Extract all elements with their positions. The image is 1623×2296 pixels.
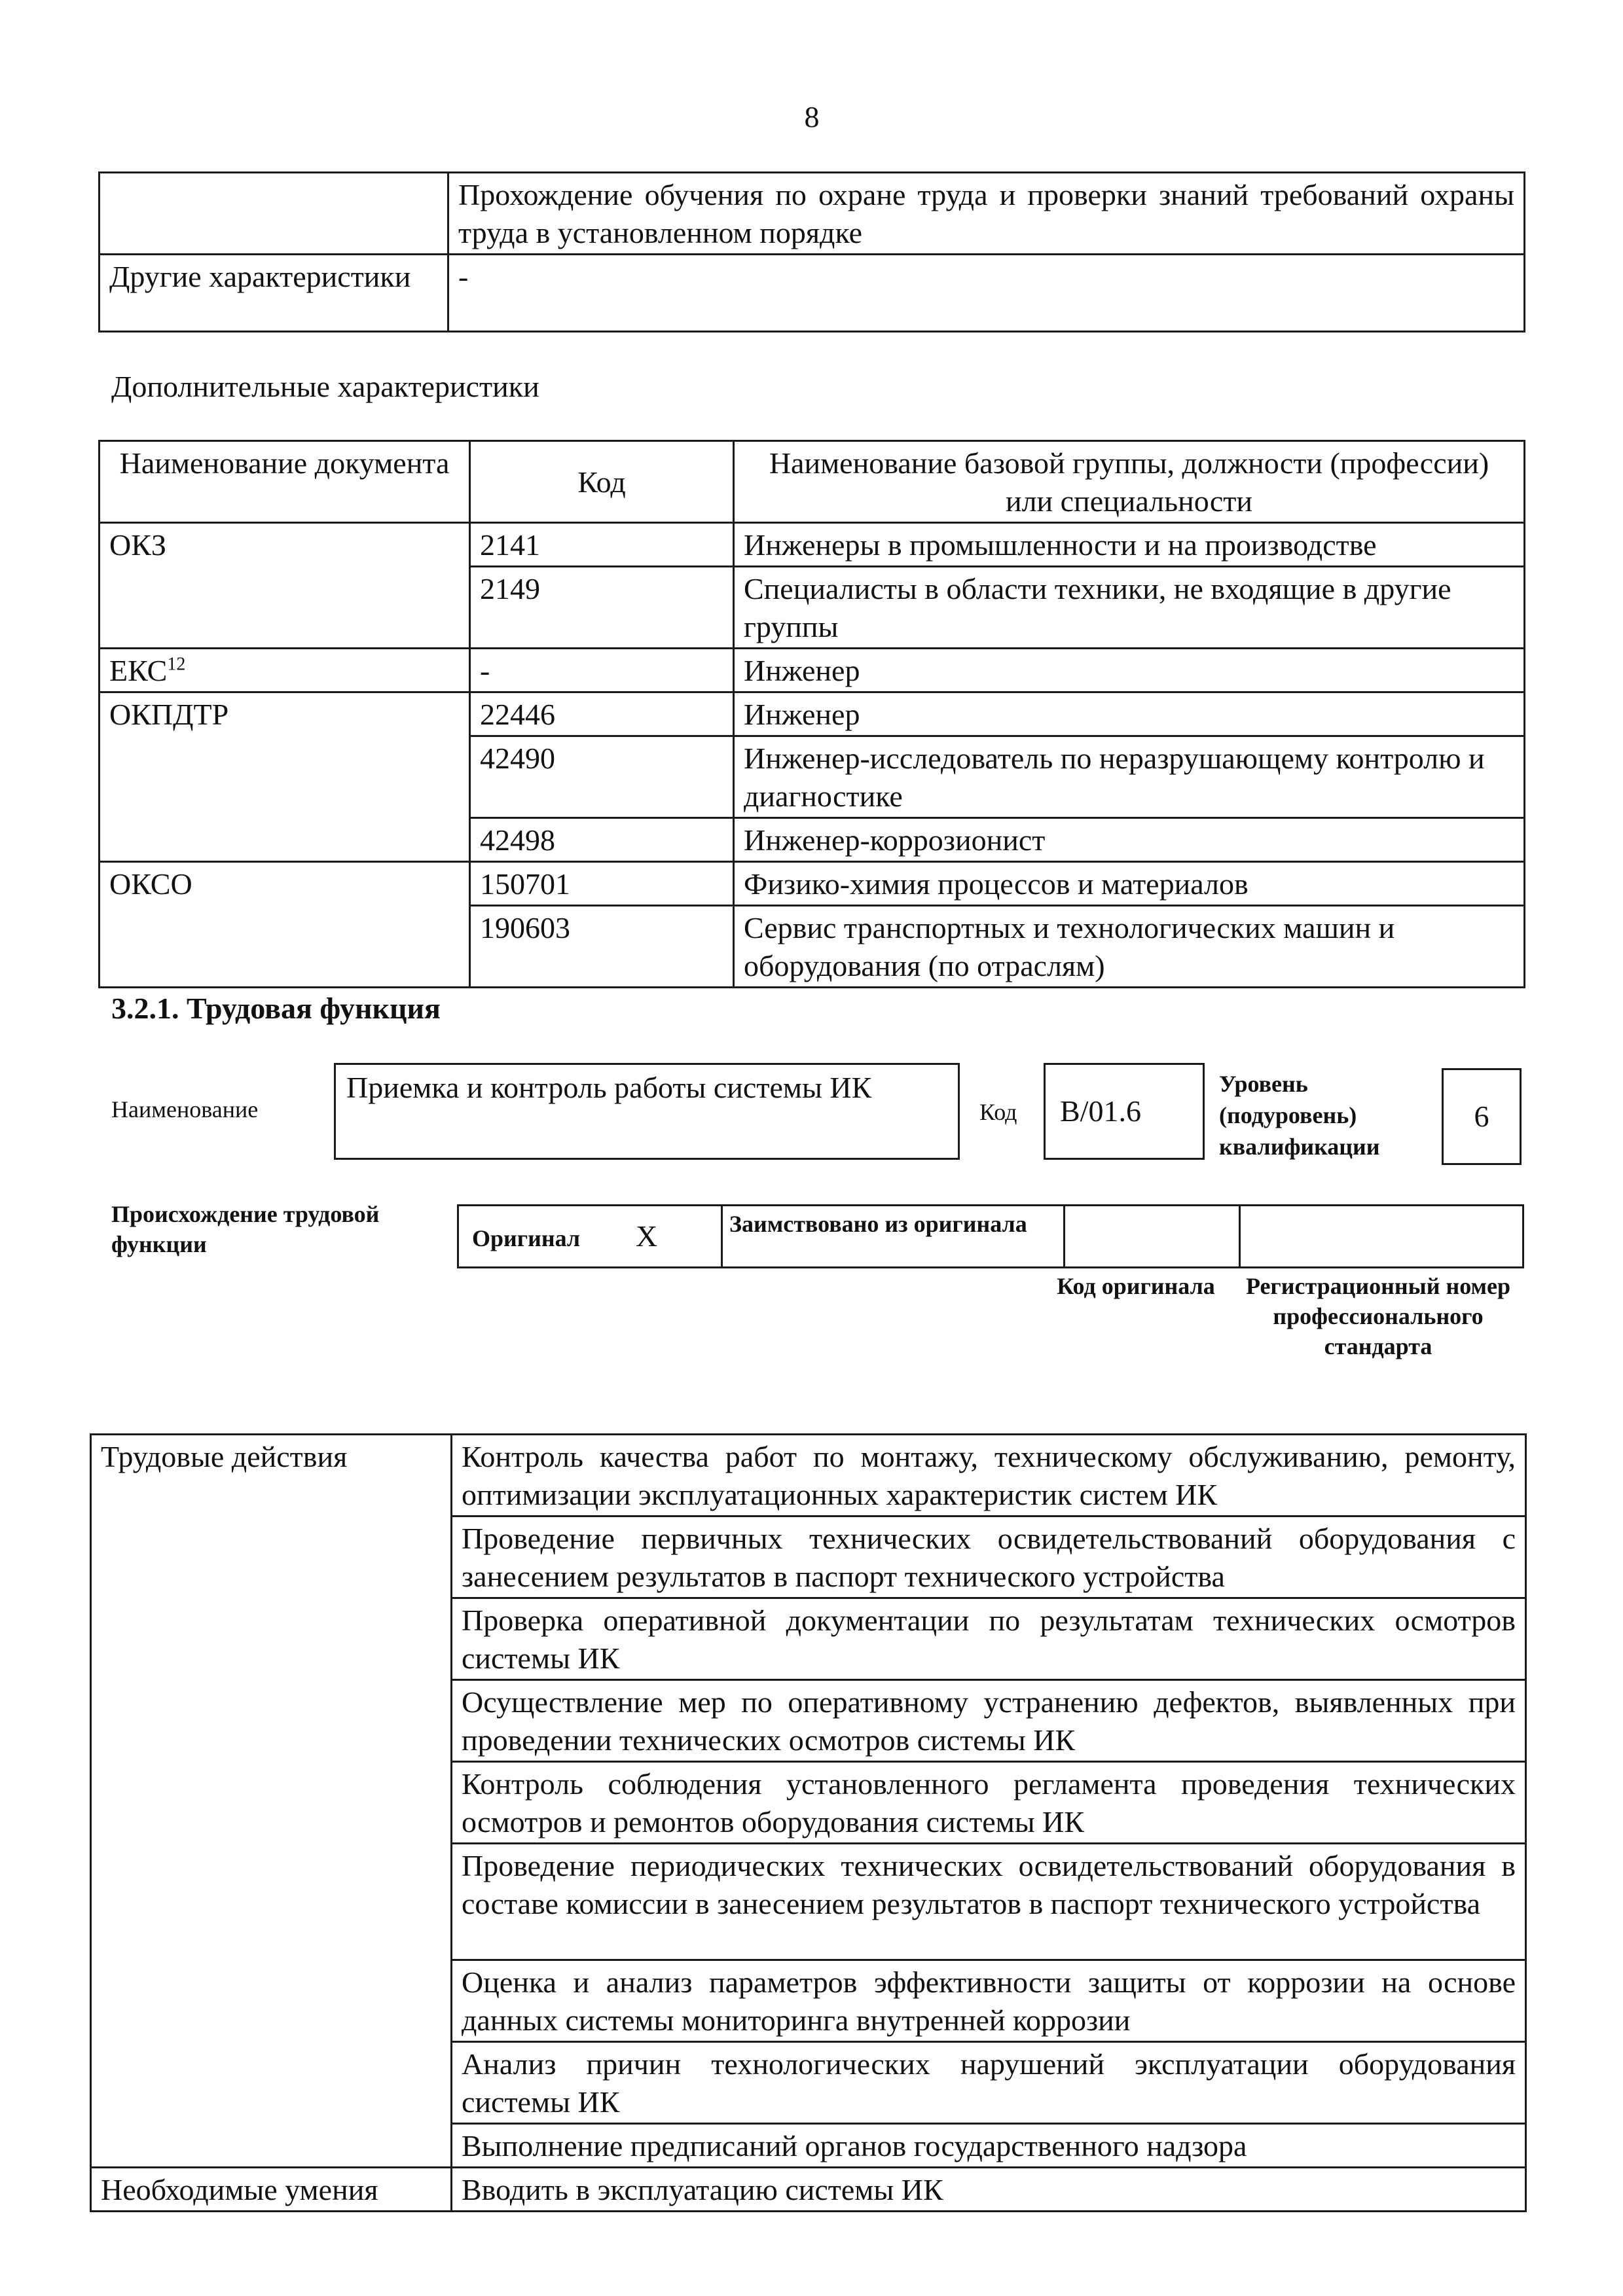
list-item: Осуществление мер по оперативному устранению дефектов, выявленных при проведении технических осмотров системы ИК <box>452 1680 1526 1762</box>
table-row-name: Инженер <box>734 649 1525 692</box>
original-code-cell <box>1065 1206 1240 1268</box>
additional-characteristics-title: Дополнительные характеристики <box>111 370 539 403</box>
header-group-name: Наименование базовой группы, должности (профессии) или специальности <box>734 441 1525 523</box>
table-row-name: Специалисты в области техники, не входящие в другие группы <box>734 567 1525 649</box>
origin-table <box>457 1204 1524 1268</box>
table-row-name: Инженеры в промышленности и на производстве <box>734 523 1525 567</box>
required-skills-label: Необходимые умения <box>91 2168 452 2212</box>
code-label: Код <box>979 1099 1017 1125</box>
table-row-code: 2141 <box>470 523 734 567</box>
level-label: Уровень (подуровень) квалификации <box>1219 1071 1380 1160</box>
qualification-level-box <box>1442 1068 1522 1165</box>
list-item: Проведение первичных технических освидетельствований оборудования с занесением результатов в паспорт технического устройства <box>452 1516 1526 1598</box>
table-row-doc <box>100 649 470 692</box>
name-label: Наименование <box>111 1096 259 1122</box>
original-code-caption: Код оригинала <box>1057 1273 1215 1299</box>
table-row-code: 150701 <box>470 862 734 906</box>
table-row-name: Инженер-исследователь по неразрушающему контролю и диагностике <box>734 736 1525 818</box>
list-item: Выполнение предписаний органов государственного надзора <box>452 2124 1526 2168</box>
list-item: Проведение периодических технических освидетельствований оборудования в составе комиссии в занесением результатов в паспорт технического устройства <box>452 1844 1526 1960</box>
original-label: Оригинал <box>472 1225 581 1251</box>
table-row-code: 190603 <box>470 906 734 988</box>
list-item: Контроль качества работ по монтажу, техническому обслуживанию, ремонту, оптимизации эксплуатационных характеристик систем ИК <box>452 1435 1526 1516</box>
list-item: Проверка оперативной документации по результатам технических осмотров системы ИК <box>452 1598 1526 1680</box>
origin-original-cell <box>458 1206 722 1268</box>
function-name-value: Приемка и контроль работы системы ИК <box>346 1071 872 1104</box>
table-row-code: 2149 <box>470 567 734 649</box>
function-name-box <box>334 1063 960 1160</box>
table-row-name: Инженер <box>734 692 1525 736</box>
table-row-code: - <box>470 649 734 692</box>
training-requirement: Прохождение обучения по охране труда и проверки знаний требований охраны труда в установленном порядке <box>448 173 1525 255</box>
table-row-code: 42498 <box>470 818 734 862</box>
additional-characteristics-table <box>98 440 1525 988</box>
top-table <box>98 171 1525 332</box>
top-table-empty-cell <box>100 173 448 255</box>
table-row-code: 42490 <box>470 736 734 818</box>
header-document: Наименование документа <box>100 441 470 523</box>
table-row-name: Сервис транспортных и технологических машин и оборудования (по отраслям) <box>734 906 1525 988</box>
table-row-name: Инженер-коррозионист <box>734 818 1525 862</box>
labor-actions-label: Трудовые действия <box>91 1435 452 2168</box>
list-item: Оценка и анализ параметров эффективности защиты от коррозии на основе данных системы мониторинга внутренней коррозии <box>452 1960 1526 2042</box>
table-row-doc: ОКПДТР <box>100 692 470 862</box>
origin-label: Происхождение трудовой функции <box>111 1201 380 1257</box>
table-row-code: 22446 <box>470 692 734 736</box>
other-characteristics-value: - <box>448 255 1525 332</box>
labor-actions-table <box>90 1433 1527 2212</box>
table-row-doc: ОКЗ <box>100 523 470 649</box>
registration-number-cell <box>1240 1206 1523 1268</box>
function-code-value: В/01.6 <box>1060 1094 1141 1128</box>
list-item: Вводить в эксплуатацию системы ИК <box>452 2168 1526 2212</box>
list-item: Контроль соблюдения установленного регламента проведения технических осмотров и ремонтов оборудования системы ИК <box>452 1762 1526 1844</box>
original-mark: X <box>636 1219 658 1253</box>
header-code: Код <box>470 441 734 523</box>
other-characteristics-label: Другие характеристики <box>100 255 448 332</box>
footnote-ref: 12 <box>167 654 186 675</box>
borrowed-label: Заимствовано из оригинала <box>722 1206 1065 1268</box>
page-number: 8 <box>804 100 820 134</box>
function-code-box <box>1044 1063 1205 1160</box>
list-item: Анализ причин технологических нарушений эксплуатации оборудования системы ИК <box>452 2042 1526 2124</box>
eks-doc: ЕКС <box>109 654 168 687</box>
registration-number-caption: Регистрационный номер профессионального стандарта <box>1245 1273 1511 1359</box>
table-row-doc: ОКСО <box>100 862 470 988</box>
table-row-name: Физико-химия процессов и материалов <box>734 862 1525 906</box>
section-title: 3.2.1. Трудовая функция <box>111 992 441 1025</box>
qualification-level-value: 6 <box>1474 1100 1489 1133</box>
